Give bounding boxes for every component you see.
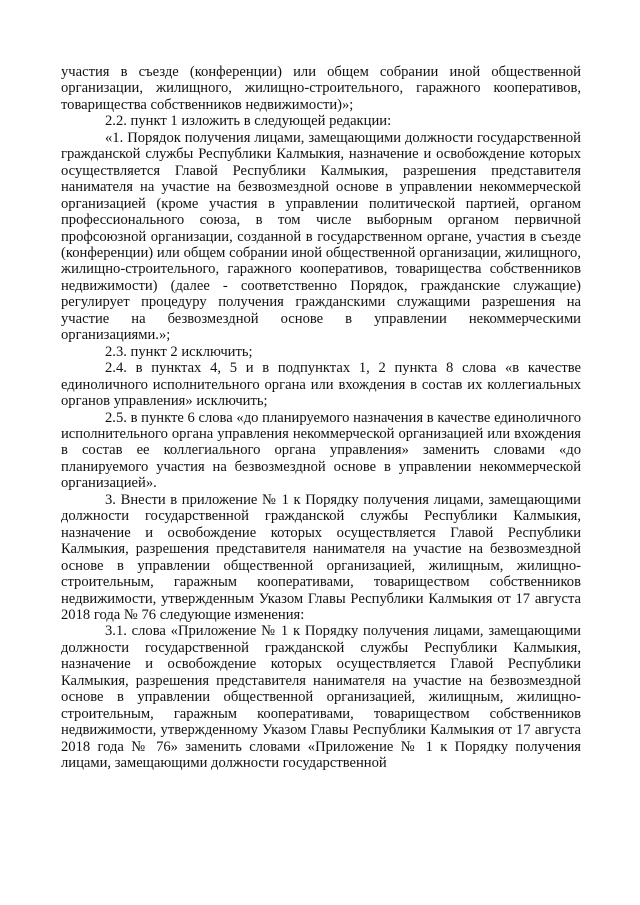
paragraph-3-1: 3.1. слова «Приложение № 1 к Порядку получения лицами, замещающими должности государственной гражданской службы Республики Калмыкия, назначение и освобождение которых осуществляется Главой Республики Калмыкия, разрешения представителя нанимателя на участие на безвозмездной основе в управлении общественной организацией, жилищным, жилищно-строительным, гаражным кооперативами, товариществом собственников недвижимости, утвержденному Указом Главы Республики Калмыкия от 17 августа 2018 года № 76» заменить словами «Приложение № 1 к Порядку получения лицами, замещающими должности государственной xyxy=(61,623,581,772)
paragraph-continuation: участия в съезде (конференции) или общем собрании иной общественной организации, жилищного, жилищно-строительного, гаражного кооперативов, товарищества собственников недвижимости)»; xyxy=(61,64,581,113)
paragraph-point-1-text: «1. Порядок получения лицами, замещающими должности государственной гражданской службы Республики Калмыкия, назначение и освобождение которых осуществляется Главой Республики Калмыкия, разрешения представителя нанимателя на участие на безвозмездной основе в управлении некоммерческой организацией (кроме участия в управлении политической партией, органом профессионального союза, в том числе выборным органом первичной профсоюзной организации, созданной в государственном органе, участия в съезде (конференции) или общем собрании иной общественной организации, жилищного, жилищно-строительного, гаражного кооперативов, товарищества собственников недвижимости) (далее - соответственно Порядок, гражданские служащие) регулирует процедуру получения гражданскими служащими разрешения на участие на безвозмездной основе в управлении некоммерческими организациями.»; xyxy=(61,129,581,344)
paragraph-2-2: 2.2. пункт 1 изложить в следующей редакции: xyxy=(105,113,392,130)
paragraph-2-5: 2.5. в пункте 6 слова «до планируемого назначения в качестве единоличного исполнительного органа управления некоммерческой организацией или вхождения в состав ее коллегиального органа управления» заменить словами «до планируемого участия на безвозмездной основе в управлении некоммерческой организацией». xyxy=(61,409,581,492)
paragraph-2-4: 2.4. в пунктах 4, 5 и в подпунктах 1, 2 пункта 8 слова «в качестве единоличного исполнительного органа или вхождения в состав их коллегиальных органов управления» исключить; xyxy=(61,360,581,410)
paragraph-2-3: 2.3. пункт 2 исключить; xyxy=(105,343,253,360)
paragraph-3: 3. Внести в приложение № 1 к Порядку получения лицами, замещающими должности государственной гражданской службы Республики Калмыкия, назначение и освобождение которых осуществляется Главой Республики Калмыкия, разрешения представителя нанимателя на участие на безвозмездной основе в управлении общественной организацией, жилищным, жилищно-строительным, гаражным кооперативами, товариществом собственников недвижимости, утвержденным Указом Главы Республики Калмыкия от 17 августа 2018 года № 76 следующие изменения: xyxy=(61,491,581,623)
document-body xyxy=(61,64,581,771)
